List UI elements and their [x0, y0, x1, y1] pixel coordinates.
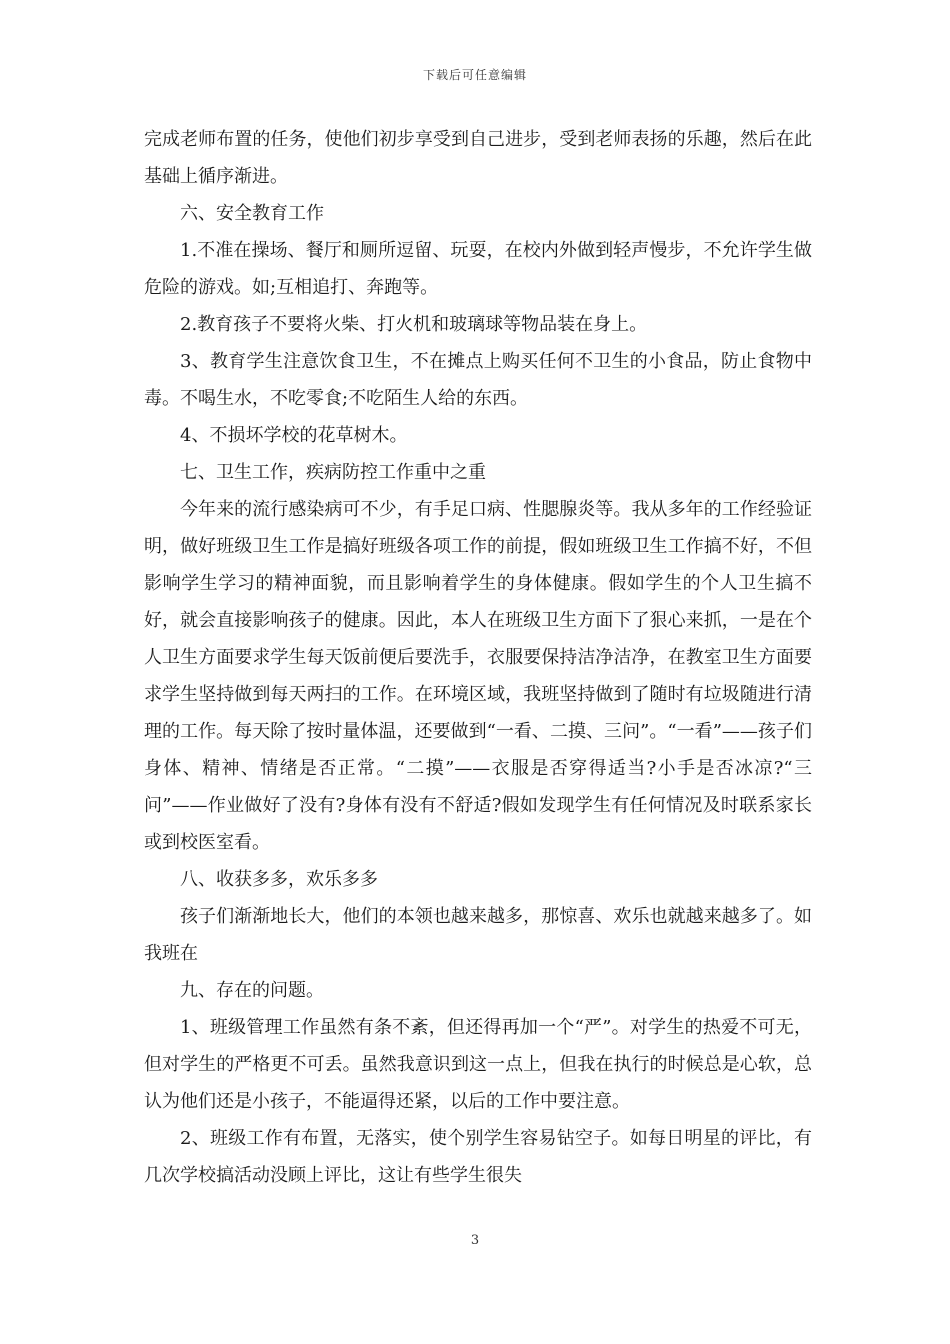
page-header: 下载后可任意编辑: [422, 68, 527, 82]
section-heading-safety: 六、安全教育工作: [180, 203, 324, 224]
document-body: [144, 121, 812, 1194]
paragraph: 完成老师布置的任务，使他们初步享受到自己进步，受到老师表扬的乐趣，然后在此基础上循序渐进。: [144, 129, 812, 187]
paragraph: 今年来的流行感染病可不少，有手足口病、性腮腺炎等。我从多年的工作经验证明，做好班级卫生工作是搞好班级各项工作的前提，假如班级卫生工作搞不好，不但影响学生学习的精神面貌，而且影响着学生的身体健康。假如学生的个人卫生搞不好，就会直接影响孩子的健康。因此，本人在班级卫生方面下了狠心来抓，一是在个人卫生方面要求学生每天饭前便后要洗手，衣服要保持洁净洁净，在教室卫生方面要求学生坚持做到每天两扫的工作。在环境区域，我班坚持做到了随时有垃圾随进行清理的工作。每天除了按时量体温，还要做到“一看、二摸、三问”。“一看”——孩子们身体、精神、情绪是否正常。“二摸”——衣服是否穿得适当?小手是否冰凉?“三问”——作业做好了没有?身体有没有不舒适?假如发现学生有任何情况及时联系家长或到校医室看。: [144, 499, 812, 853]
paragraph: 1、班级管理工作虽然有条不紊，但还得再加一个“严”。对学生的热爱不可无，但对学生的严格更不可丢。虽然我意识到这一点上，但我在执行的时候总是心软，总认为他们还是小孩子，不能逼得还紧，以后的工作中要注意。: [144, 1017, 812, 1112]
section-heading-harvest: 八、收获多多，欢乐多多: [180, 869, 378, 890]
paragraph: 孩子们渐渐地长大，他们的本领也越来越多，那惊喜、欢乐也就越来越多了。如我班在: [144, 906, 812, 964]
page-number: 3: [470, 1233, 480, 1248]
paragraph: 3、教育学生注意饮食卫生，不在摊点上购买任何不卫生的小食品，防止食物中毒。不喝生水，不吃零食;不吃陌生人给的东西。: [144, 351, 812, 409]
paragraph: 2、班级工作有布置，无落实，使个别学生容易钻空子。如每日明星的评比，有几次学校搞活动没顾上评比，这让有些学生很失: [144, 1128, 812, 1186]
paragraph: 4、不损坏学校的花草树木。: [180, 425, 408, 446]
paragraph: 2.教育孩子不要将火柴、打火机和玻璃球等物品装在身上。: [180, 314, 648, 335]
section-heading-hygiene: 七、卫生工作，疾病防控工作重中之重: [180, 462, 486, 483]
paragraph: 1.不准在操场、餐厅和厕所逗留、玩耍，在校内外做到轻声慢步，不允许学生做危险的游戏。如;互相追打、奔跑等。: [144, 240, 812, 298]
section-heading-problems: 九、存在的问题。: [180, 980, 324, 1001]
